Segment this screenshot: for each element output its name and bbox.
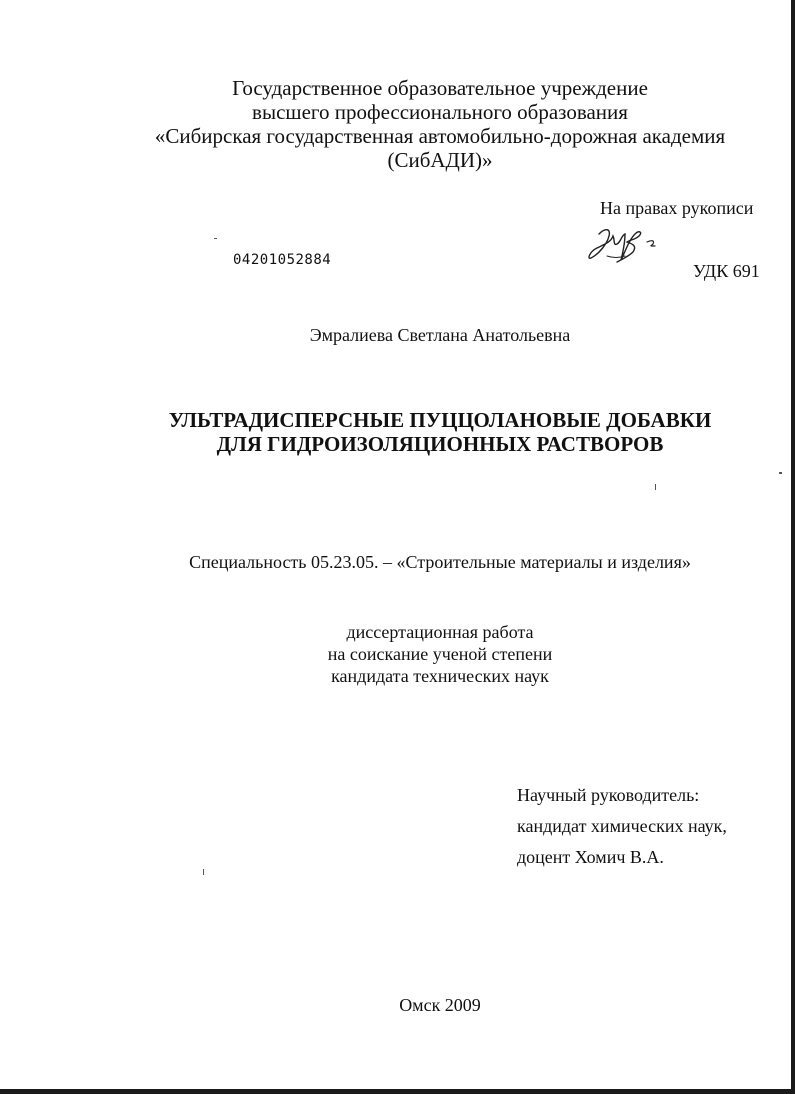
degree-statement: [0, 621, 795, 687]
catalog-code: 04201052884: [233, 252, 332, 268]
city-year: Омск 2009: [399, 995, 481, 1015]
institution-header: [0, 76, 795, 172]
scan-speck: [203, 869, 204, 875]
degree-line-1: диссертационная работа: [346, 622, 534, 642]
title-line-1: УЛЬТРАДИСПЕРСНЫЕ ПУЦЦОЛАНОВЫЕ ДОБАВКИ: [168, 408, 712, 432]
udk-code: УДК 691: [693, 261, 760, 281]
scan-speck: [655, 484, 656, 490]
manuscript-note: На правах рукописи: [600, 198, 754, 218]
degree-line-3: кандидата технических наук: [331, 666, 549, 686]
supervisor-block: [517, 780, 727, 873]
institution-line-3: «Сибирская государственная автомобильно-дорожная академия: [154, 124, 726, 148]
institution-line-2: высшего профессионального образования: [252, 100, 628, 124]
scan-speck: [779, 472, 782, 474]
supervisor-line-1: Научный руководитель:: [517, 785, 700, 805]
institution-line-4: (СибАДИ)»: [387, 148, 493, 172]
dissertation-title: [0, 408, 795, 456]
signature-icon: [585, 222, 665, 268]
scan-border-bottom: [0, 1089, 795, 1094]
author-name: Эмралиева Светлана Анатольевна: [309, 325, 571, 345]
supervisor-line-3: доцент Хомич В.А.: [517, 847, 664, 867]
degree-line-2: на соискание ученой степени: [327, 644, 553, 664]
title-line-2: ДЛЯ ГИДРОИЗОЛЯЦИОННЫХ РАСТВОРОВ: [216, 432, 664, 456]
supervisor-line-2: кандидат химических наук,: [517, 816, 727, 836]
institution-line-1: Государственное образовательное учреждение: [232, 76, 648, 100]
specialty: Специальность 05.23.05. – «Строительные материалы и изделия»: [189, 552, 691, 572]
scan-speck: [214, 238, 217, 239]
